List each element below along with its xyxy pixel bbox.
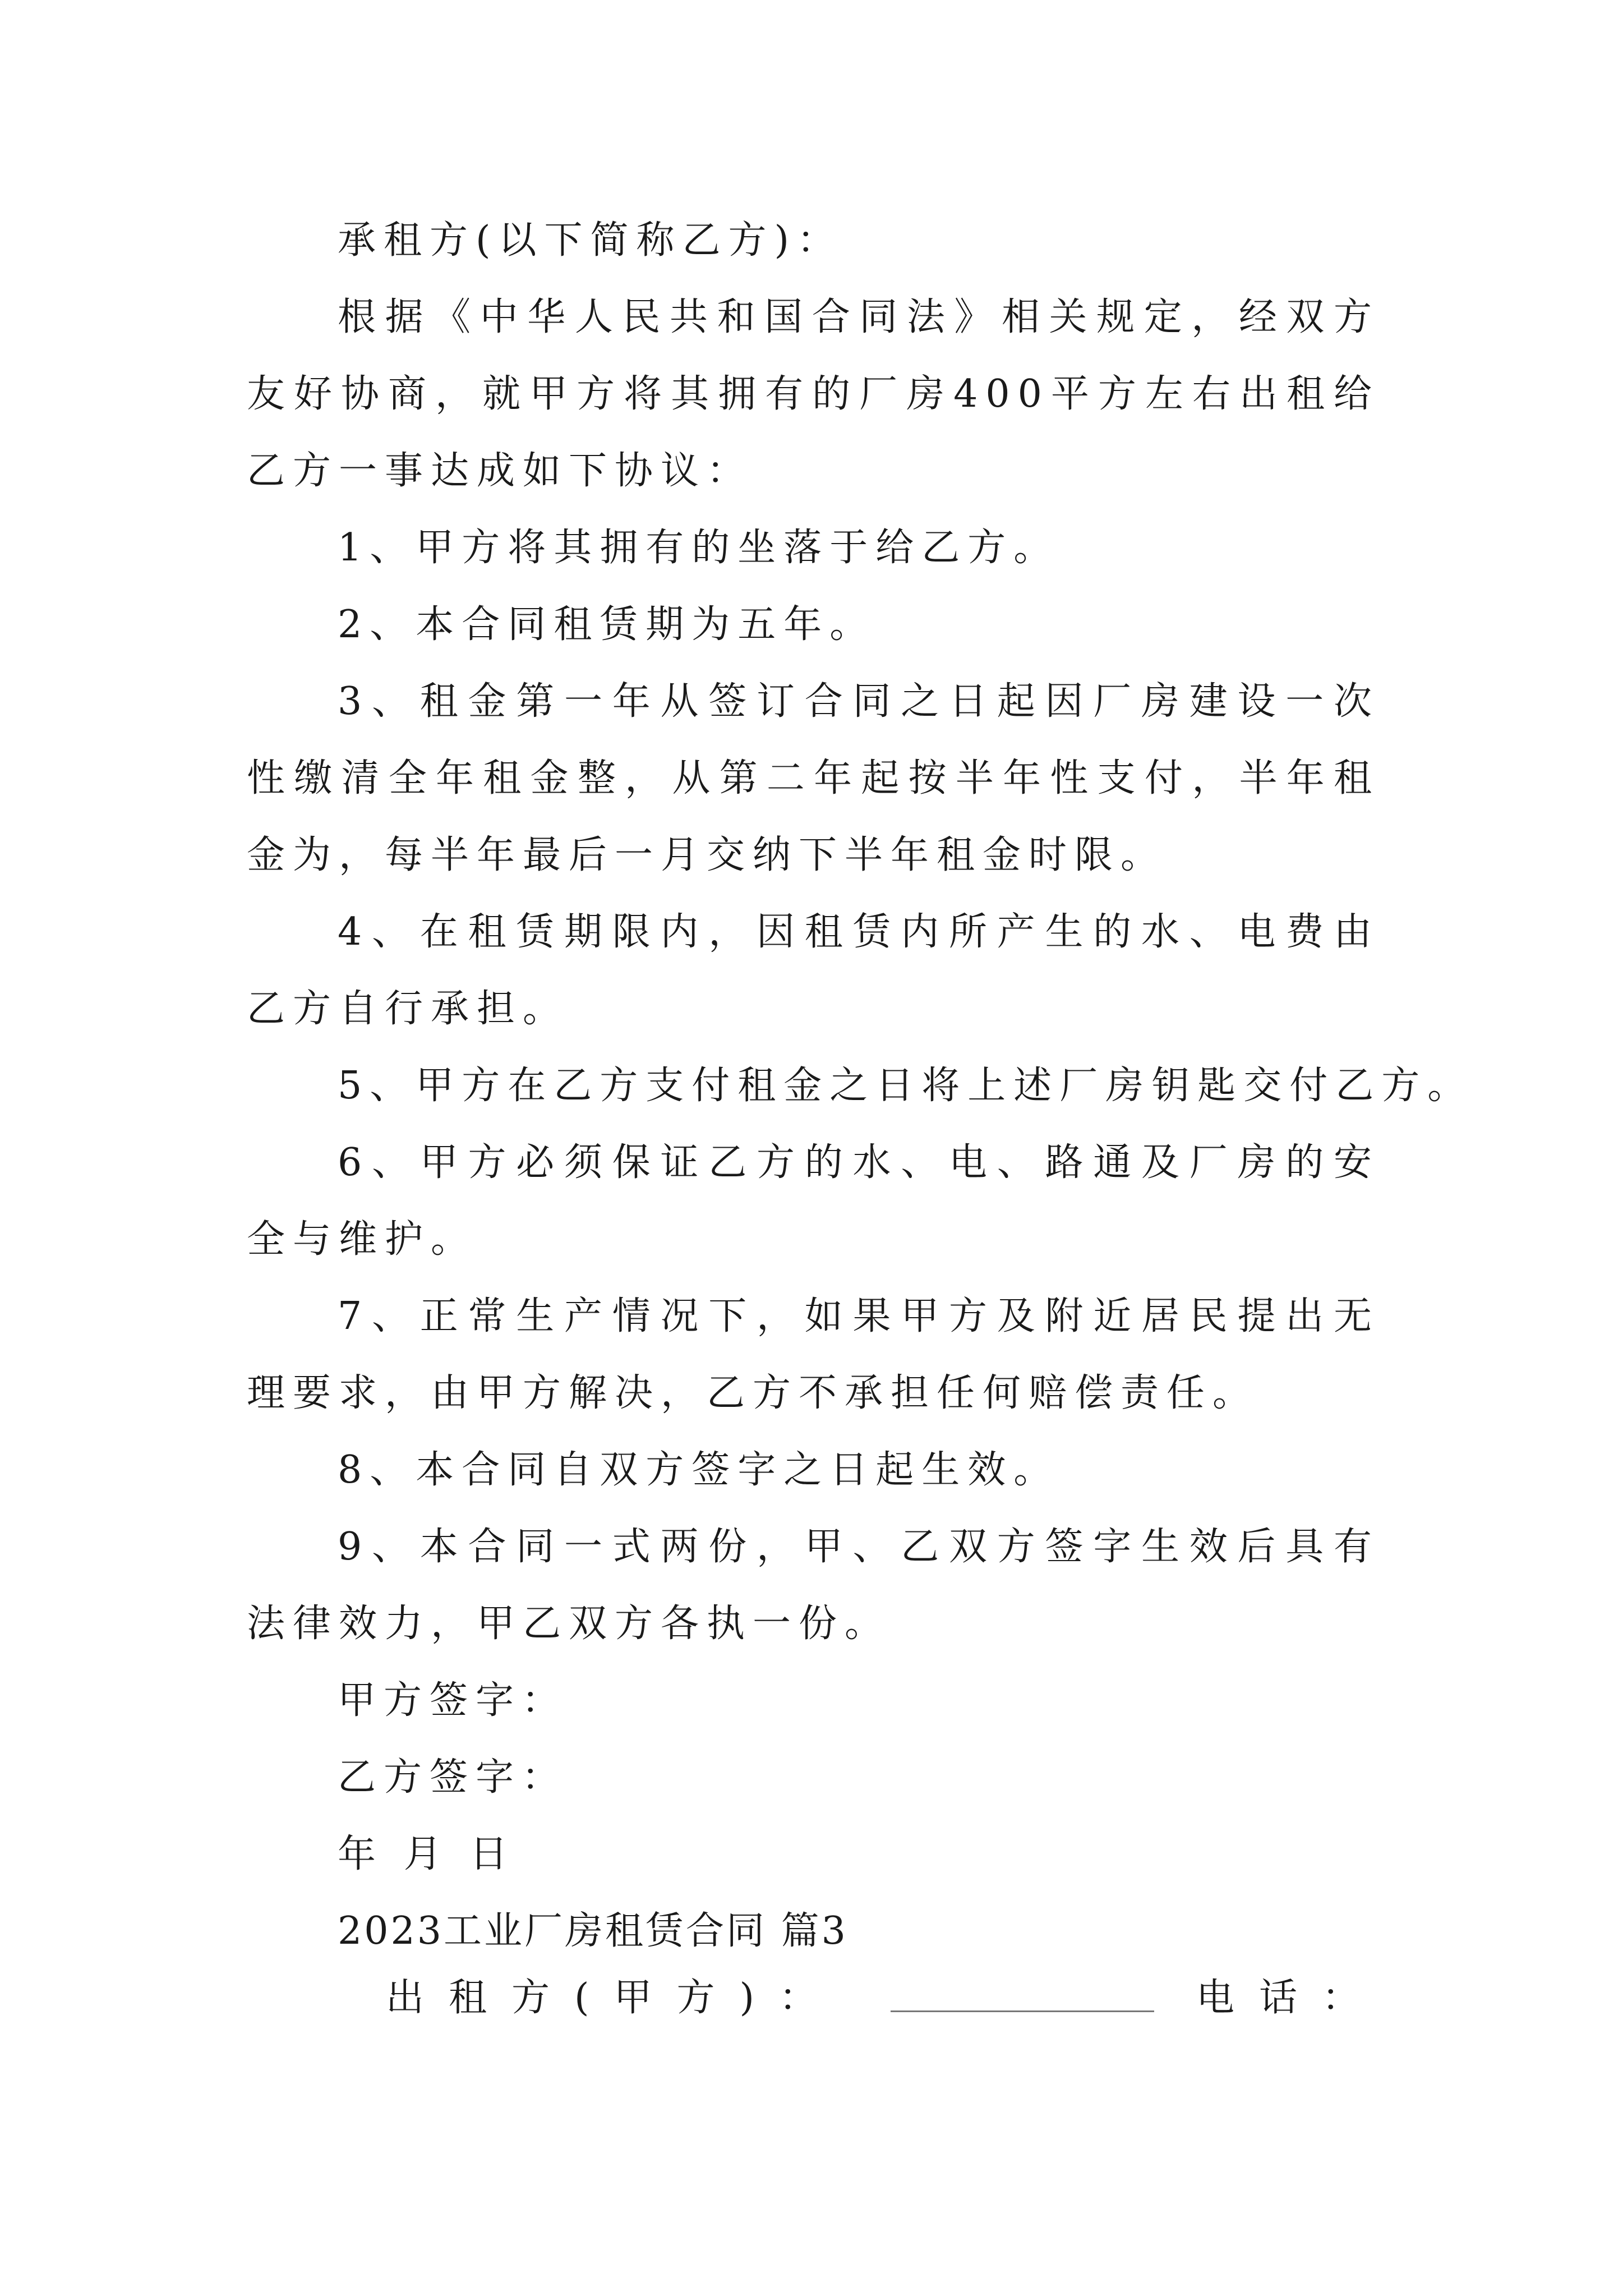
lessee-line: 承租方(以下简称乙方)： xyxy=(338,218,843,263)
document-body xyxy=(247,202,1474,1970)
clause-4: 4、在租赁期限内，因租赁内所产生的水、电费由乙方自行承担。 xyxy=(247,910,1380,1031)
clause-2: 2、本合同租赁期为五年。 xyxy=(338,602,876,647)
clause-7: 7、正常生产情况下，如果甲方及附近居民提出无理要求，由甲方解决，乙方不承担任何赔偿责任。 xyxy=(247,1294,1380,1415)
clause-1: 1、甲方将其拥有的坐落于给乙方。 xyxy=(338,526,1060,570)
party-b-signature: 乙方签字： xyxy=(338,1755,568,1800)
clause-5: 5、甲方在乙方支付租金之日将上述厂房钥匙交付乙方。 xyxy=(338,1064,1474,1108)
clause-3: 3、租金第一年从签订合同之日起因厂房建设一次性缴清全年租金整，从第二年起按半年性支付，半年租金为，每半年最后一月交纳下半年租金时限。 xyxy=(247,679,1380,877)
preamble-paragraph: 根据《中华人民共和国合同法》相关规定，经双方友好协商，就甲方将其拥有的厂房400平方左右出租给乙方一事达成如下协议： xyxy=(247,295,1380,493)
date-line: 年 月 日 xyxy=(338,1832,516,1876)
phone-label: 电话： xyxy=(1196,1976,1385,2020)
lessor-label: 出租方(甲方)： xyxy=(386,1976,842,2020)
clause-6: 6、甲方必须保证乙方的水、电、路通及厂房的安全与维护。 xyxy=(247,1140,1380,1262)
section-heading: 2023工业厂房租赁合同 篇3 xyxy=(338,1909,848,1953)
clause-9: 9、本合同一式两份，甲、乙双方签字生效后具有法律效力，甲乙双方各执一份。 xyxy=(247,1525,1380,1646)
lessor-blank xyxy=(891,2010,1154,2012)
party-a-signature: 甲方签字： xyxy=(338,1678,568,1723)
lessor-row xyxy=(386,1964,1385,2032)
clause-8: 8、本合同自双方签字之日起生效。 xyxy=(338,1448,1060,1492)
